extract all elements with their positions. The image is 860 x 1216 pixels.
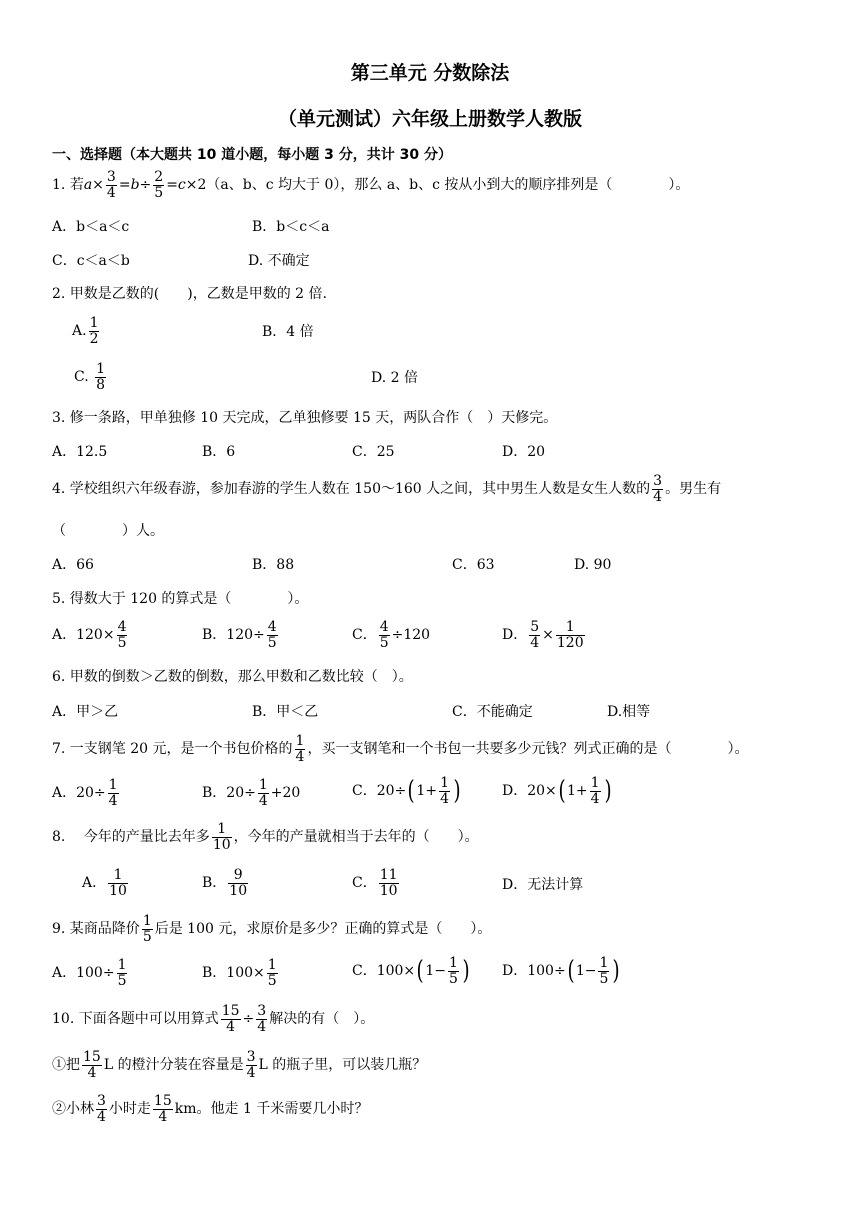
page-subtitle: （单元测试）六年级上册数学人教版	[277, 108, 582, 130]
q4-option-a: A．66	[52, 557, 94, 573]
q5-option-b: B．120÷ $\frac{4}{5}$	[202, 619, 277, 651]
q9-option-d: D．100÷( 1− $\frac{1}{5}$ )	[502, 955, 621, 987]
q2-option-a: A. $\frac{1}{2}$	[72, 315, 99, 347]
q5-option-d: D． $\frac{5}{4}$ × $\frac{1}{120}$	[502, 619, 584, 651]
q5-option-c: C． $\frac{4}{5}$ ÷120	[352, 619, 431, 651]
q5-option-a: A．120× $\frac{4}{5}$	[52, 619, 127, 651]
q10-item-2: ②小林 $\frac{3}{4}$ 小时走 $\frac{15}{4}$ km。他走 1 千米需要几小时？	[52, 1093, 369, 1125]
question-2: 2. 甲数是乙数的( )，乙数是甲数的 2 倍.	[52, 286, 327, 302]
page-title: 第三单元 分数除法	[350, 62, 510, 84]
q6-option-b: B．甲＜乙	[252, 704, 319, 720]
q9-option-c: C．100×( 1− $\frac{1}{5}$ )	[352, 955, 470, 987]
question-1: 1. 若a× $\frac{3}{4}$ =b÷ $\frac{2}{5}$ =c×2（a、b、c 均大于 0），那么 a、b、c 按从小到大的顺序排列是（ ）。	[52, 169, 690, 201]
q9-option-b: B．100× $\frac{1}{5}$	[202, 957, 277, 989]
question-7: 7. 一支钢笔 20 元，是一个书包价格的 $\frac{1}{4}$ ，买一支钢笔和一个书包一共要多少元钱？列式正确的是（ ）。	[52, 733, 749, 765]
q1-option-b: B．b＜c＜a	[252, 219, 330, 235]
question-5: 5. 得数大于 120 的算式是（ ）。	[52, 591, 309, 607]
q4-option-d: D. 90	[574, 557, 612, 573]
q7-option-c: C．20÷( 1+ $\frac{1}{4}$ )	[352, 775, 461, 807]
q8-option-c: C． $\frac{11}{10}$	[352, 867, 398, 899]
q8-option-a: A． $\frac{1}{10}$	[82, 867, 127, 899]
q2-option-d: D. 2 倍	[371, 370, 418, 386]
q1-option-d: D. 不确定	[248, 253, 310, 269]
question-10: 10. 下面各题中可以用算式 $\frac{15}{4}$ ÷ $\frac{3}{4}$ 解决的有（ ）。	[52, 1003, 375, 1035]
question-6: 6. 甲数的倒数＞乙数的倒数，那么甲数和乙数比较（ ）。	[52, 669, 413, 685]
question-8: 8. 今年的产量比去年多 $\frac{1}{10}$ ，今年的产量就相当于去年的（ ）。	[52, 821, 479, 853]
q1-option-c: C．c＜a＜b	[52, 253, 130, 269]
q8-option-b: B． $\frac{9}{10}$	[202, 867, 248, 899]
q7-option-d: D．20×( 1+ $\frac{1}{4}$ )	[502, 775, 612, 807]
section-heading: 一、选择题（本大题共 10 道小题，每小题 3 分，共计 30 分）	[52, 147, 452, 163]
q3-option-d: D．20	[502, 444, 546, 460]
q3-option-a: A．12.5	[52, 444, 108, 460]
q4-option-b: B．88	[252, 557, 295, 573]
question-3: 3. 修一条路，甲单独修 10 天完成，乙单独修要 15 天，两队合作（ ）天修完。	[52, 410, 558, 426]
q6-option-c: C．不能确定	[452, 704, 533, 720]
question-9: 9. 某商品降价 $\frac{1}{5}$ 后是 100 元，求原价是多少？正确的算式是（ ）。	[52, 913, 492, 945]
q10-item-1: ①把 $\frac{15}{4}$ L 的橙汁分装在容量是 $\frac{3}{4}$ L 的瓶子里，可以装几瓶？	[52, 1049, 427, 1081]
q3-option-b: B．6	[202, 444, 236, 460]
q6-option-d: D.相等	[607, 704, 651, 720]
q2-option-b: B．4 倍	[262, 324, 314, 340]
q1-option-a: A．b＜a＜c	[52, 219, 130, 235]
question-4-line2: （ ）人。	[52, 523, 164, 539]
q3-option-c: C．25	[352, 444, 395, 460]
q8-option-d: D．无法计算	[502, 877, 584, 893]
q4-option-c: C．63	[452, 557, 495, 573]
q7-option-a: A．20÷ $\frac{1}{4}$	[52, 777, 118, 809]
q2-option-c: C. $\frac{1}{8}$	[74, 361, 106, 393]
question-4: 4. 学校组织六年级春游，参加春游的学生人数在 150～160 人之间，其中男生人数是女生人数的 $\frac{3}{4}$ 。男生有	[52, 473, 722, 505]
q7-option-b: B．20÷ $\frac{1}{4}$ +20	[202, 777, 301, 809]
q9-option-a: A．100÷ $\frac{1}{5}$	[52, 957, 127, 989]
q6-option-a: A．甲＞乙	[52, 704, 119, 720]
